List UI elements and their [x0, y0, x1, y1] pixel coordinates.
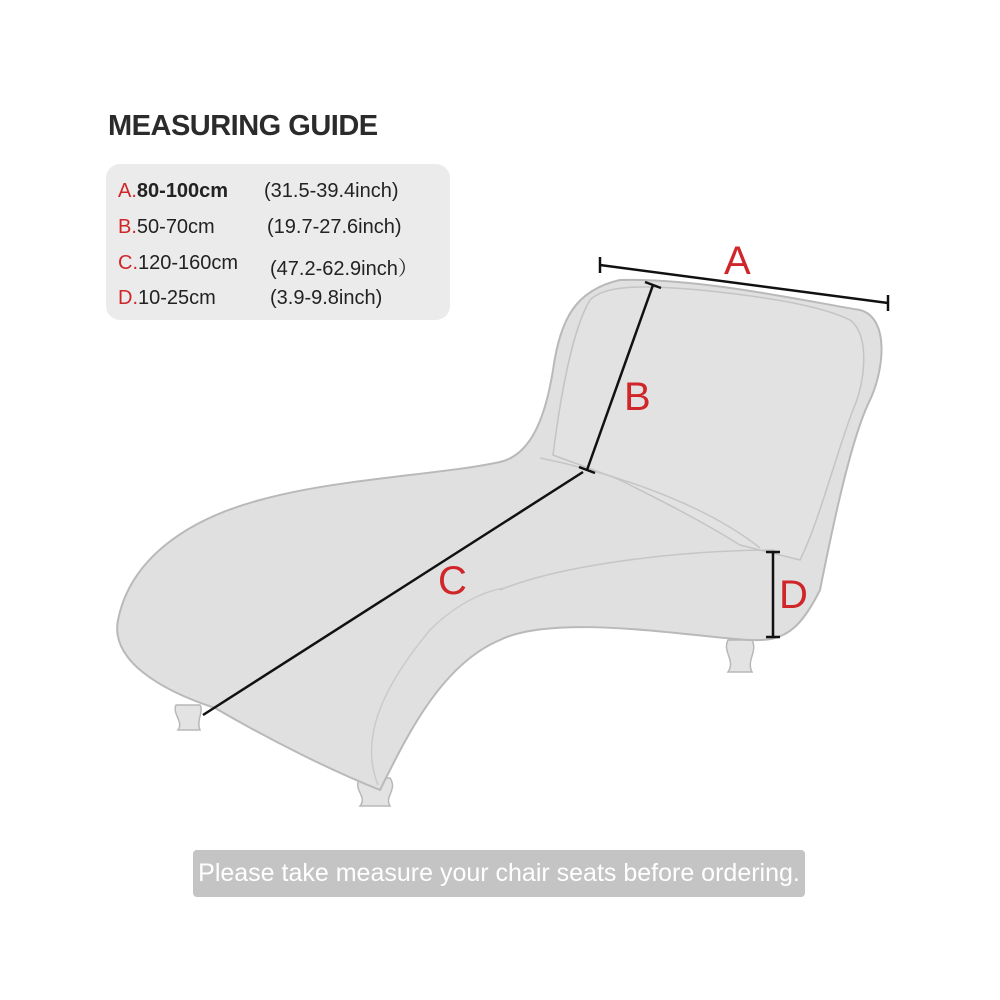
- measurement-cm: 120-160cm: [138, 252, 239, 274]
- chair-leg-front-left: [175, 705, 201, 730]
- measurement-inch: (19.7-27.6inch): [267, 216, 402, 238]
- label-b: B: [624, 375, 651, 419]
- measurement-letter: A.: [118, 180, 137, 202]
- measurement-inch: (47.2-62.9inch）: [270, 258, 418, 280]
- measurement-cm: 80-100cm: [136, 180, 229, 202]
- measuring-guide-title: MEASURING GUIDE: [108, 110, 378, 142]
- chair-leg-back: [726, 640, 753, 672]
- measurement-letter: C.: [118, 252, 138, 274]
- measurement-inch: (31.5-39.4inch): [264, 180, 399, 202]
- label-a: A: [724, 239, 751, 283]
- label-c: C: [438, 559, 467, 603]
- measurement-letter: D.: [118, 287, 138, 309]
- measurement-letter: B.: [118, 216, 137, 238]
- label-d: D: [779, 573, 808, 617]
- measurement-cm: 10-25cm: [138, 287, 216, 309]
- measurement-inch: (3.9-9.8inch): [270, 287, 383, 309]
- measurement-cm: 50-70cm: [136, 216, 215, 238]
- ordering-note-banner: Please take measure your chair seats before ordering.: [193, 850, 805, 897]
